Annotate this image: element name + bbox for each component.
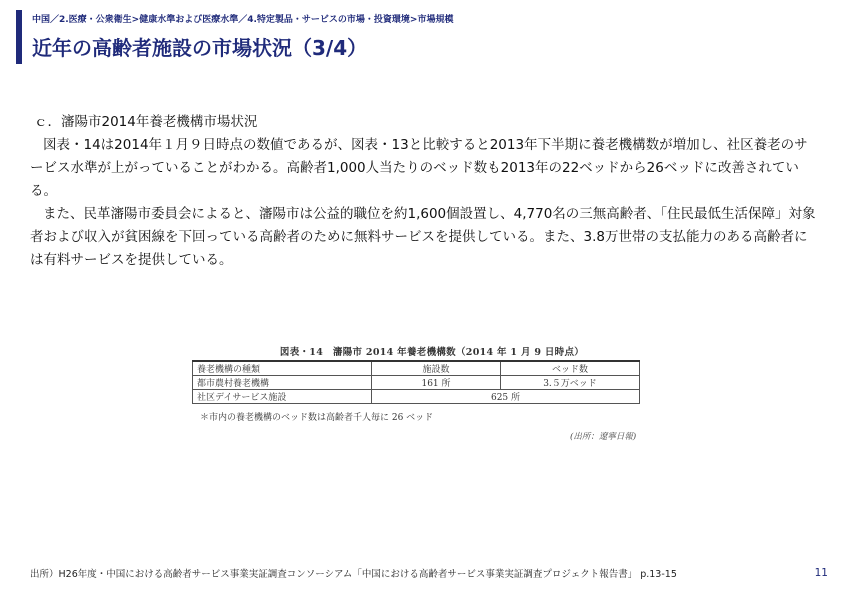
page-title: 近年の高齢者施設の市場状況（3/4） bbox=[32, 36, 368, 60]
breadcrumb: 中国／2.医療・公衆衛生>健康水準および医療水準／4.特定製品・サービスの市場・投資環境>市場規模 bbox=[32, 15, 454, 25]
paragraph-1: 図表・14は2014年１月９日時点の数値であるが、図表・13と比較すると2013年下半期に養老機構数が増加し、社区養老のサービス水準が上がっていることがわかる。高齢者1,000人当たりのベッド数も2013年の22ベッドから26ベッドに改善されている。 bbox=[30, 137, 808, 199]
page-number: 11 bbox=[814, 567, 828, 579]
figure-source: (出所：遼寧日報) bbox=[570, 432, 637, 442]
paragraph-2: また、民革瀋陽市委員会によると、瀋陽市は公益的職位を約1,600個設置し、4,770名の三無高齢者、「住民最低生活保障」対象者および収入が貧困線を下回っている高齢者のために無料サービスを提供している。また、3.8万世帯の支払能力のある高齢者には有料サービスを提供している。 bbox=[30, 206, 816, 268]
figure-note: ＊市内の養老機構のベッド数は高齢者千人毎に 26 ベッド bbox=[200, 413, 434, 423]
cell-type: 社区デイサービス施設 bbox=[193, 390, 372, 404]
cell-type: 都市農村養老機構 bbox=[193, 376, 372, 390]
figure-caption: 図表・14 瀋陽市 2014 年養老機構数（2014 年 1 月 9 日時点） bbox=[279, 347, 585, 358]
footer-source: 出所）H26年度・中国における高齢者サービス事業実証調査コンソーシアム「中国における高齢者サービス事業実証調査プロジェクト報告書」 p.13-15 bbox=[30, 569, 677, 580]
table-header-row bbox=[193, 361, 640, 376]
figure-table-14 bbox=[192, 344, 652, 444]
cell-facilities: 161 所 bbox=[372, 376, 501, 390]
facility-table bbox=[192, 360, 640, 404]
header-facilities: 施設数 bbox=[372, 361, 501, 376]
section-heading: ｃ．瀋陽市2014年養老機構市場状況 bbox=[34, 114, 258, 130]
table-row bbox=[193, 376, 640, 390]
body-text bbox=[30, 111, 820, 272]
table-row bbox=[193, 390, 640, 404]
header-beds: ベッド数 bbox=[501, 361, 640, 376]
title-accent-bar bbox=[16, 10, 22, 64]
header-type: 養老機構の種類 bbox=[193, 361, 372, 376]
cell-facilities: 625 所 bbox=[372, 390, 640, 404]
cell-beds: 3.５万ベッド bbox=[501, 376, 640, 390]
